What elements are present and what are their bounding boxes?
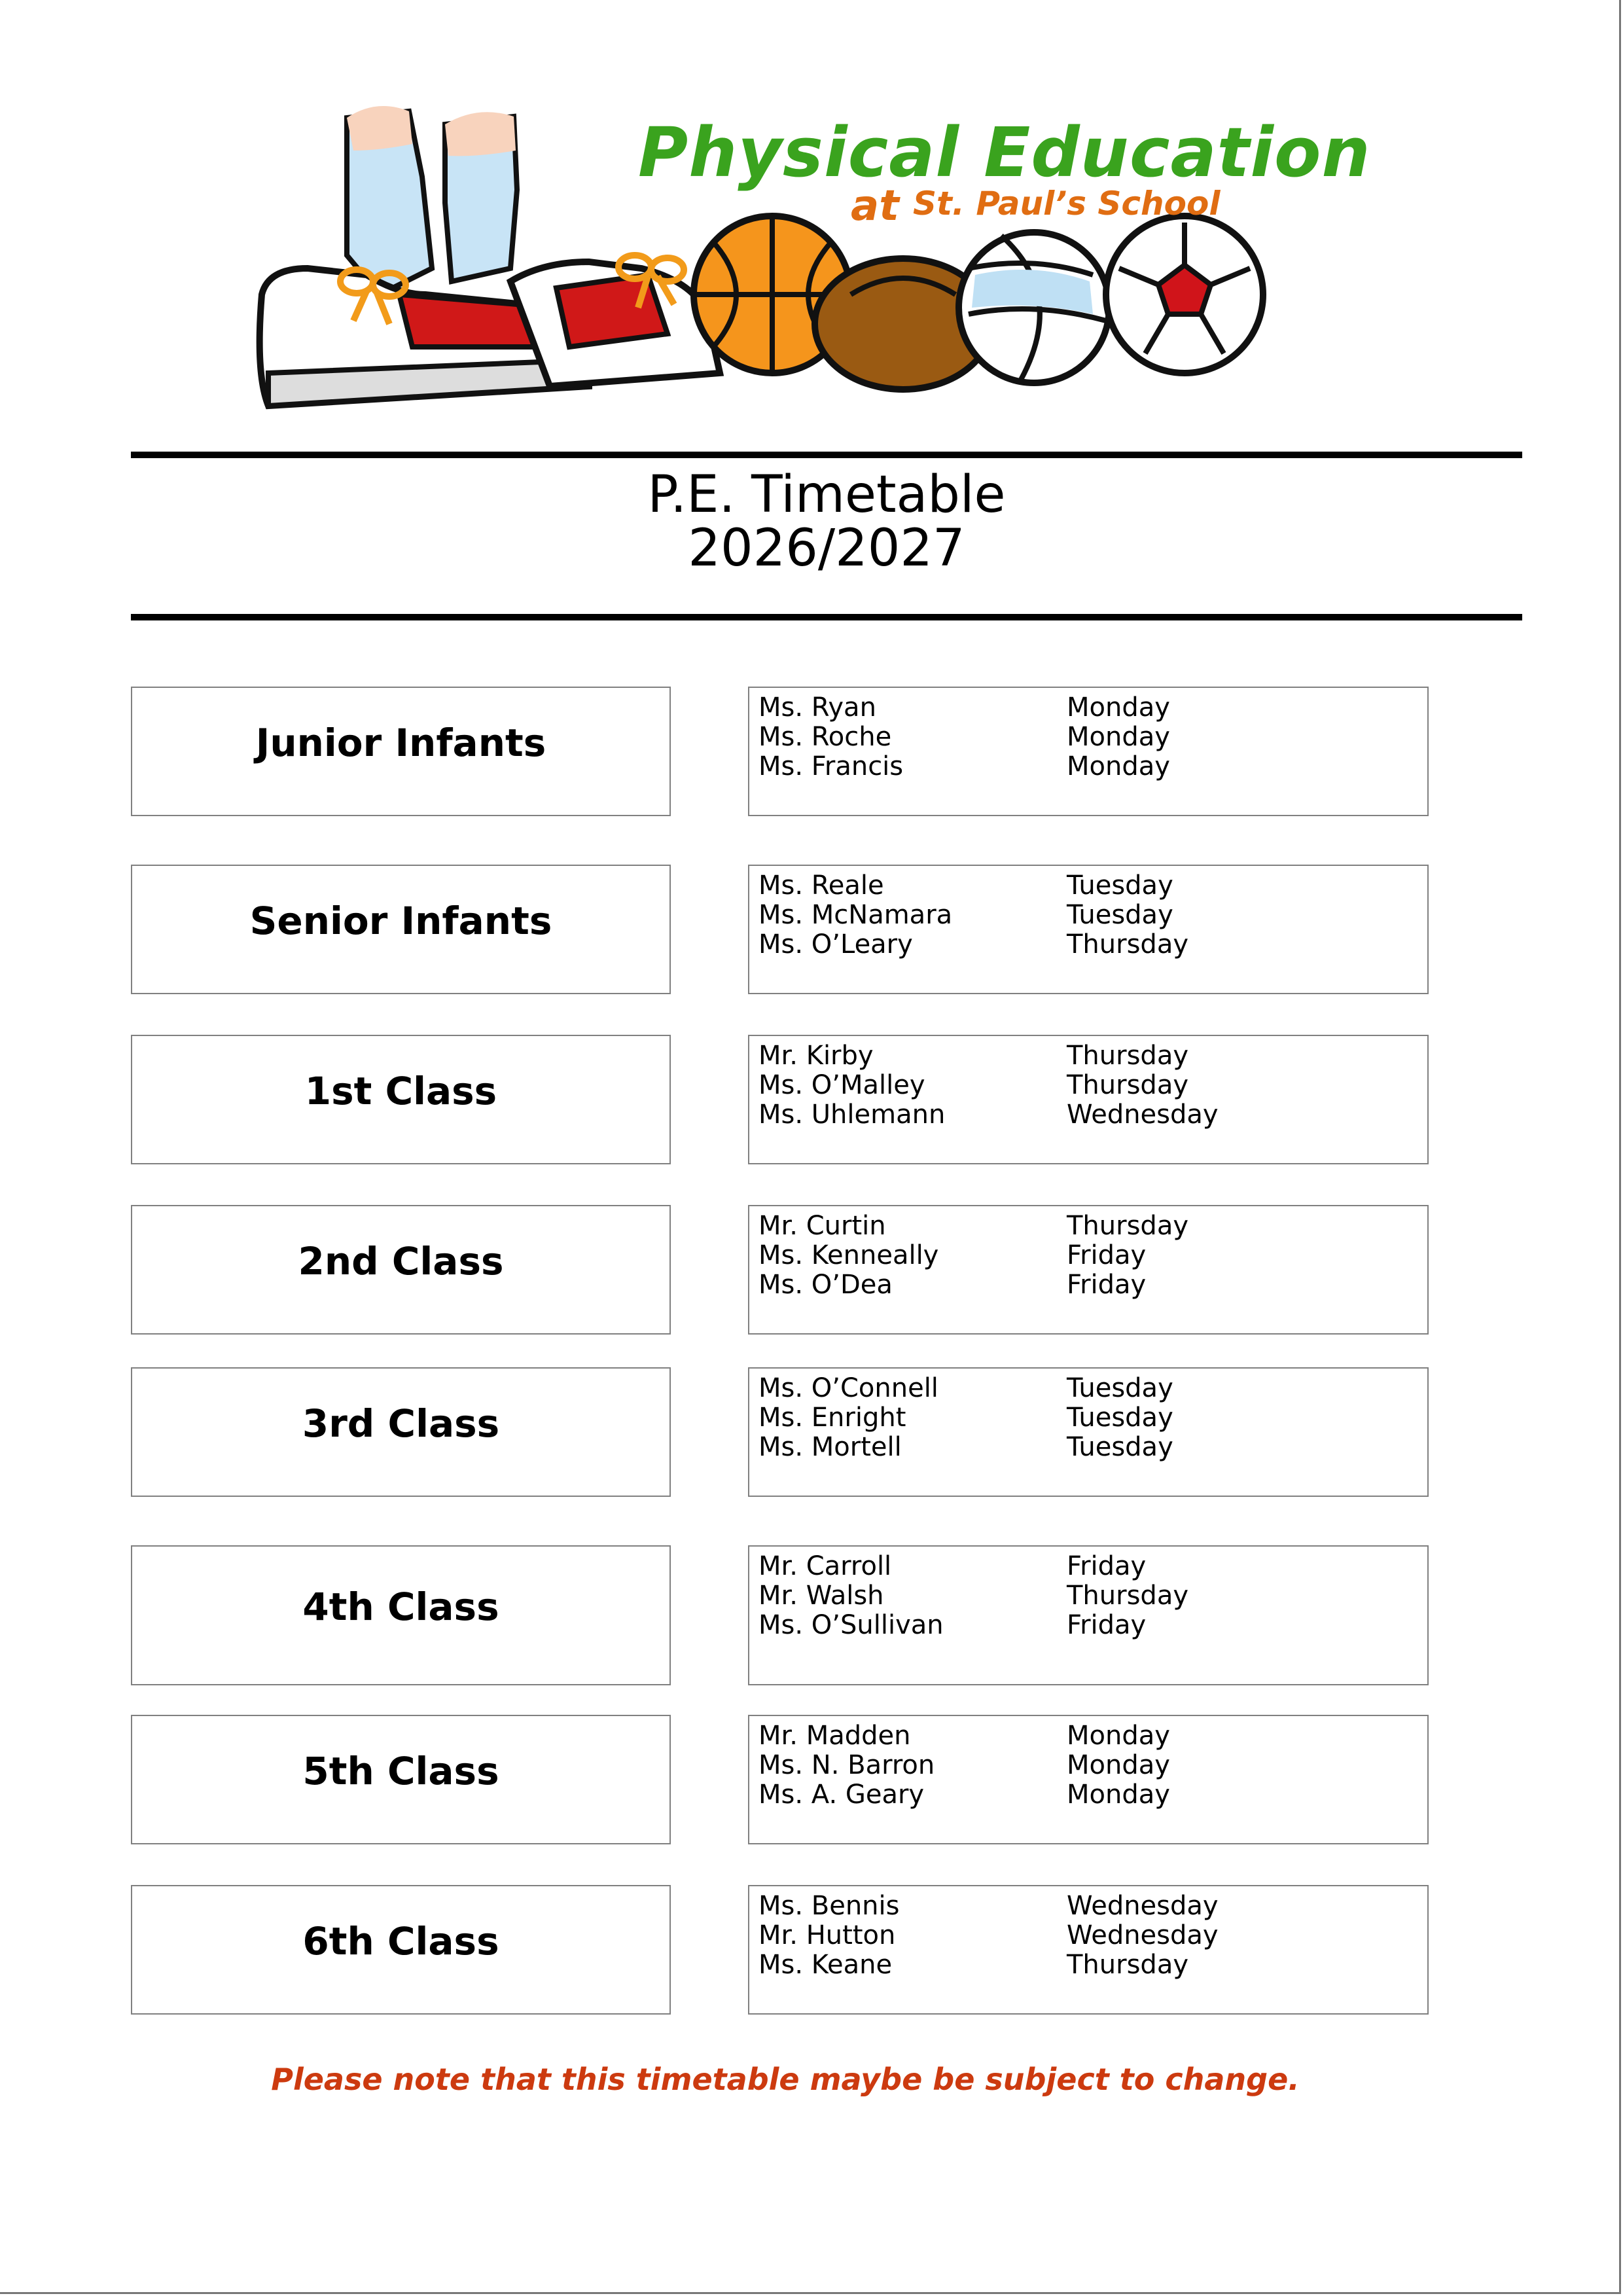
teacher-name: Ms. O’Leary <box>758 929 913 960</box>
teacher-row <box>749 1211 1427 1241</box>
teacher-row <box>749 693 1427 723</box>
volleyball-icon <box>959 232 1109 383</box>
soccer-ball-icon <box>1106 216 1263 373</box>
change-notice: Please note that this timetable maybe be subject to change. <box>271 2062 1300 2097</box>
teacher-name: Ms. N. Barron <box>758 1750 935 1780</box>
teacher-day: Thursday <box>1067 1581 1188 1611</box>
teacher-name: Ms. Francis <box>758 751 904 781</box>
teacher-row <box>749 1581 1427 1611</box>
page-title <box>131 465 1522 578</box>
teacher-day: Thursday <box>1067 1950 1188 1980</box>
class-name: 1st Class <box>304 1069 497 1113</box>
teacher-day: Monday <box>1067 751 1170 781</box>
class-name: 5th Class <box>302 1749 499 1793</box>
teacher-name: Ms. Bennis <box>758 1891 900 1921</box>
teacher-row <box>749 1892 1427 1921</box>
teacher-row <box>749 752 1427 781</box>
class-box-4th-class <box>131 1545 671 1685</box>
teacher-row <box>749 1433 1427 1462</box>
teacher-box-junior-infants <box>748 687 1429 816</box>
teacher-name: Ms. O’Connell <box>758 1373 938 1403</box>
teacher-day: Thursday <box>1067 929 1188 960</box>
teacher-name: Ms. Reale <box>758 870 884 901</box>
class-box-2nd-class <box>131 1205 671 1335</box>
class-box-3rd-class <box>131 1367 671 1497</box>
teacher-row <box>749 1403 1427 1433</box>
teacher-row <box>749 1241 1427 1270</box>
teacher-day: Wednesday <box>1067 1100 1219 1130</box>
teacher-day: Friday <box>1067 1610 1147 1640</box>
teacher-day: Tuesday <box>1067 1432 1173 1462</box>
class-name: Senior Infants <box>249 899 552 943</box>
teacher-row <box>749 1780 1427 1810</box>
teacher-name: Ms. O’Dea <box>758 1270 893 1300</box>
title-line-1: P.E. Timetable <box>647 465 1006 524</box>
divider-bottom <box>131 614 1522 620</box>
teacher-box-3rd-class <box>748 1367 1429 1497</box>
banner-title: Physical Education <box>638 113 1371 192</box>
teacher-row <box>749 1950 1427 1980</box>
teacher-day: Friday <box>1067 1551 1147 1581</box>
teacher-name: Ms. O’Malley <box>758 1070 925 1100</box>
teacher-name: Ms. Kenneally <box>758 1240 939 1270</box>
teacher-day: Wednesday <box>1067 1891 1219 1921</box>
teacher-box-4th-class <box>748 1545 1429 1685</box>
banner-subtitle-school: St. Paul’s School <box>913 185 1221 223</box>
class-box-1st-class <box>131 1035 671 1164</box>
teacher-day: Tuesday <box>1067 1403 1173 1433</box>
teacher-name: Ms. Ryan <box>758 692 876 723</box>
teacher-box-6th-class <box>748 1885 1429 2015</box>
teacher-row <box>749 1071 1427 1100</box>
class-name: 2nd Class <box>298 1239 504 1283</box>
teacher-row <box>749 1921 1427 1950</box>
class-box-6th-class <box>131 1885 671 2015</box>
teacher-name: Ms. O’Sullivan <box>758 1610 944 1640</box>
teacher-row <box>749 1270 1427 1300</box>
teacher-day: Monday <box>1067 1780 1170 1810</box>
teacher-day: Monday <box>1067 722 1170 752</box>
class-box-5th-class <box>131 1715 671 1844</box>
teacher-row <box>749 1611 1427 1640</box>
teacher-name: Mr. Hutton <box>758 1920 896 1950</box>
class-box-senior-infants <box>131 865 671 994</box>
teacher-day: Monday <box>1067 1721 1170 1751</box>
class-name: Junior Infants <box>255 721 546 765</box>
teacher-day: Friday <box>1067 1270 1147 1300</box>
teacher-day: Wednesday <box>1067 1920 1219 1950</box>
teacher-name: Ms. Roche <box>758 722 892 752</box>
class-name: 6th Class <box>302 1919 499 1964</box>
teacher-row <box>749 871 1427 901</box>
teacher-name: Ms. A. Geary <box>758 1780 925 1810</box>
teacher-day: Friday <box>1067 1240 1147 1270</box>
teacher-name: Mr. Walsh <box>758 1581 884 1611</box>
teacher-name: Mr. Madden <box>758 1721 911 1751</box>
class-name: 3rd Class <box>302 1401 500 1446</box>
teacher-name: Mr. Curtin <box>758 1211 886 1241</box>
teacher-row <box>749 1100 1427 1130</box>
teacher-day: Thursday <box>1067 1041 1188 1071</box>
teacher-box-5th-class <box>748 1715 1429 1844</box>
teacher-name: Ms. McNamara <box>758 900 953 930</box>
teacher-name: Mr. Kirby <box>758 1041 874 1071</box>
teacher-day: Tuesday <box>1067 870 1173 901</box>
teacher-row <box>749 1041 1427 1071</box>
teacher-box-2nd-class <box>748 1205 1429 1335</box>
teacher-name: Ms. Keane <box>758 1950 893 1980</box>
teacher-row <box>749 901 1427 930</box>
teacher-name: Ms. Mortell <box>758 1432 902 1462</box>
teacher-name: Ms. Uhlemann <box>758 1100 946 1130</box>
class-name: 4th Class <box>302 1585 499 1629</box>
teacher-day: Monday <box>1067 1750 1170 1780</box>
teacher-row <box>749 723 1427 752</box>
divider-top <box>131 452 1522 458</box>
teacher-row <box>749 1751 1427 1780</box>
teacher-row <box>749 930 1427 960</box>
title-line-2: 2026/2027 <box>688 519 965 578</box>
teacher-day: Thursday <box>1067 1211 1188 1241</box>
teacher-row <box>749 1552 1427 1581</box>
teacher-day: Monday <box>1067 692 1170 723</box>
teacher-box-1st-class <box>748 1035 1429 1164</box>
teacher-day: Tuesday <box>1067 900 1173 930</box>
teacher-name: Mr. Carroll <box>758 1551 892 1581</box>
teacher-day: Tuesday <box>1067 1373 1173 1403</box>
teacher-row <box>749 1374 1427 1403</box>
teacher-box-senior-infants <box>748 865 1429 994</box>
banner-subtitle-at: at <box>851 182 899 230</box>
teacher-name: Ms. Enright <box>758 1403 906 1433</box>
teacher-day: Thursday <box>1067 1070 1188 1100</box>
class-box-junior-infants <box>131 687 671 816</box>
teacher-row <box>749 1721 1427 1751</box>
